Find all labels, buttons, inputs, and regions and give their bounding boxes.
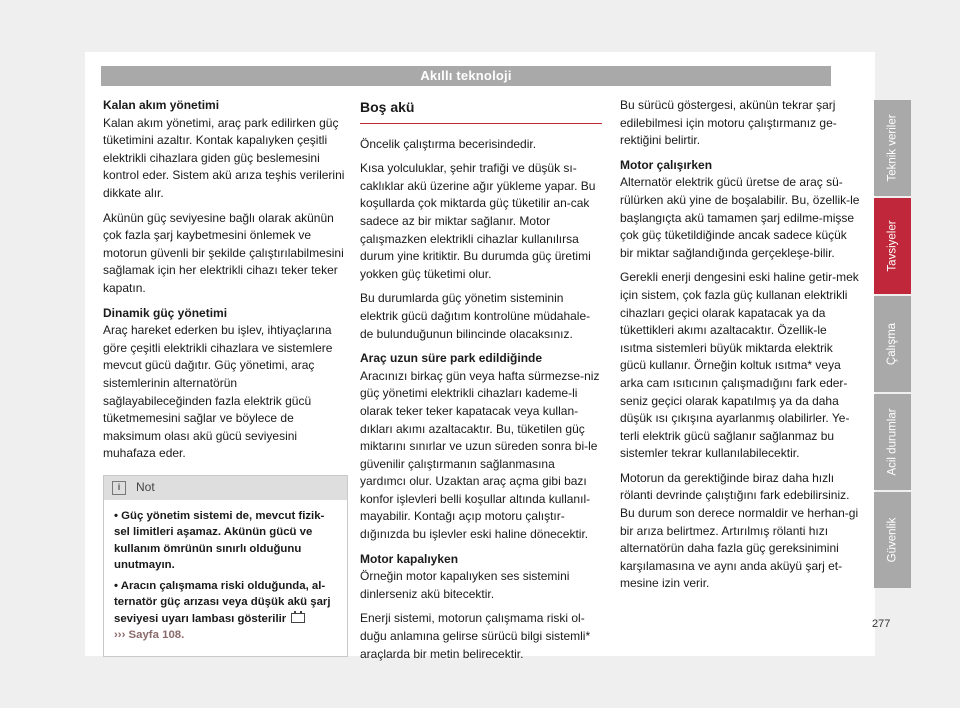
paragraph: Öncelik çalıştırma becerisindedir.: [360, 136, 537, 151]
note-header: [104, 476, 347, 500]
column-middle: [360, 97, 602, 670]
note-bullet: • Güç yönetim sistemi de, mevcut fizik-sel limitleri aşamaz. Akünün gücü ve kullanım ömrünün sınırlı olduğunu unutmayın.: [114, 509, 325, 572]
page-number: 277: [872, 618, 891, 630]
section-title: Boş akü: [360, 97, 602, 124]
battery-icon: [291, 613, 305, 623]
heading-dynamic-power: Dinamik güç yönetimi: [103, 305, 228, 320]
column-left: [103, 97, 348, 657]
tab-operation[interactable]: Çalışma: [874, 296, 911, 392]
paragraph: Motorun da gerektiğinde biraz daha hızlı rölanti devrinde çalıştığını fark edebilirsiniz. Bu durum son derece normaldir ve herhan-gi bir arıza belirtmez. Artırılmış rölanti hızı alternatörün daha fazla güç gereksinimini karşılamasına ve aynı anda aküyü şarj et-mesine izin verir.: [620, 470, 859, 591]
paragraph: Kalan akım yönetimi, araç park edilirken güç tüketimini azaltır. Kontak kapalıyken çeşitli elektrikli cihazlara giden güç beslemesini kontrol eder. Sistem akü arıza teşhis verilerini dikkate alır.: [103, 115, 345, 200]
paragraph: Örneğin motor kapalıyken ses sistemini dinlerseniz akü bitecektir.: [360, 569, 570, 601]
heading-engine-off: Motor kapalıyken: [360, 551, 459, 566]
note-bullet: • Aracın çalışmama riski olduğunda, al-ternatör güç arızası veya düşük akü şarj seviyesi uyarı lambası gösterilir ››› Sayfa 108.: [114, 579, 331, 642]
paragraph: Araç hareket ederken bu işlev, ihtiyaçlarına göre çeşitli elektrikli cihazlara ve sistemlere mevcut gücü dağıtır. Güç yönetimi, araç sistemlerinin alternatörün sağlayabileceğinden fazla elektrik gücü tüketmemesini sağlar ve böylece de maksimum olası akü gücü seviyesini muhafaza eder.: [103, 323, 333, 461]
page-header: Akıllı teknoloji: [101, 66, 831, 86]
page-reference-link[interactable]: ››› Sayfa 108.: [114, 629, 185, 642]
paragraph: Alternatör elektrik gücü üretse de araç sü-rülürken akü yine de boşalabilir. Bu, özellik-le başlangıçta akü tamamen şarj edilme-mişse çok güç tüketildiğinde ancak sadece küçük bir miktar sağlandığında gerçekleşe-bilir.: [620, 175, 860, 260]
tab-safety[interactable]: Güvenlik: [874, 492, 911, 588]
heading-long-park: Araç uzun süre park edildiğinde: [360, 351, 543, 366]
paragraph: Aracınızı birkaç gün veya hafta sürmezse-niz güç yönetimi elektrikli cihazları kademe-li olarak teker teker kapatacak veya kullan-dıkları akımı azaltacaktır. Bu, tüketilen güç miktarını sınırlar ve uzun süreden sonra bi-le güvenilir çalıştırmanın sağlanmasına yardımcı olur. Uzaktan araç açma gibi bazı konfor işlevleri belli koşullar altında kullanıl-mayabilir. Kontağı açıp motoru çalıştır-dığınızda bu işlevler eski haline dönecektir.: [360, 368, 600, 542]
paragraph: Bu durumlarda güç yönetim sisteminin elektrik gücü dağıtım kontrolüne müdahale-de bulunduğunun bilincinde olacaksınız.: [360, 291, 591, 341]
paragraph: Bu sürücü göstergesi, akünün tekrar şarj edilebilmesi için motoru çalıştırmanız ge-rektiğini belirtir.: [620, 98, 837, 148]
note-box: [103, 475, 348, 657]
heading-residual-current: Kalan akım yönetimi: [103, 98, 220, 112]
tab-recommendations[interactable]: Tavsiyeler: [874, 198, 911, 294]
note-title: Not: [136, 480, 155, 495]
info-icon: i: [112, 481, 126, 495]
paragraph: Akünün güç seviyesine bağlı olarak akünün çok fazla şarj kaybetmesini önlemek ve motorun güvenli bir şekilde çalıştırılabilmesini sağlamak için her elektrikli cihazı teker teker kapatın.: [103, 210, 344, 295]
heading-engine-running: Motor çalışırken: [620, 157, 713, 172]
paragraph: Enerji sistemi, motorun çalışmama riski ol-duğu anlamına gelirse sürücü bilgi sistemli* araçlarda bir metin belirecektir.: [360, 611, 591, 661]
note-body: [104, 500, 347, 656]
tab-technical-data[interactable]: Teknik veriler: [874, 100, 911, 196]
tab-emergencies[interactable]: Acil durumlar: [874, 394, 911, 490]
paragraph: Gerekli enerji dengesini eski haline getir-mek için sistem, çok fazla güç kullanan elektrikli cihazları geçici olarak kapatacak ya da tükettikleri akımı azaltacaktır. Özellik-le ısıtma sistemleri büyük miktarda elektrik gücü kullanır. Örneğin koltuk ısıtma* veya arka cam ısıtıcının çalışmadığını fark eder-seniz geçici olarak kapatılmış ya da daha düşük ısı çıkışına ayarlanmış olabilirler. Ye-terli elektrik gücü sağlanır sağlanmaz bu sistemler tekrar kullanılabilecektir.: [620, 270, 859, 461]
paragraph: Kısa yolculuklar, şehir trafiği ve düşük sı-caklıklar akü üzerine ağır yükleme yapar. Bu koşullarda çok miktarda güç tüketilir an-cak sadece az bir miktar sağlanır. Motor çalışmazken elektrikli cihazlar kullanılırsa durum yine kritiktir. Bu durumda güç üretimi yokken güç tüketimi olur.: [360, 161, 596, 281]
column-right: [620, 97, 860, 600]
